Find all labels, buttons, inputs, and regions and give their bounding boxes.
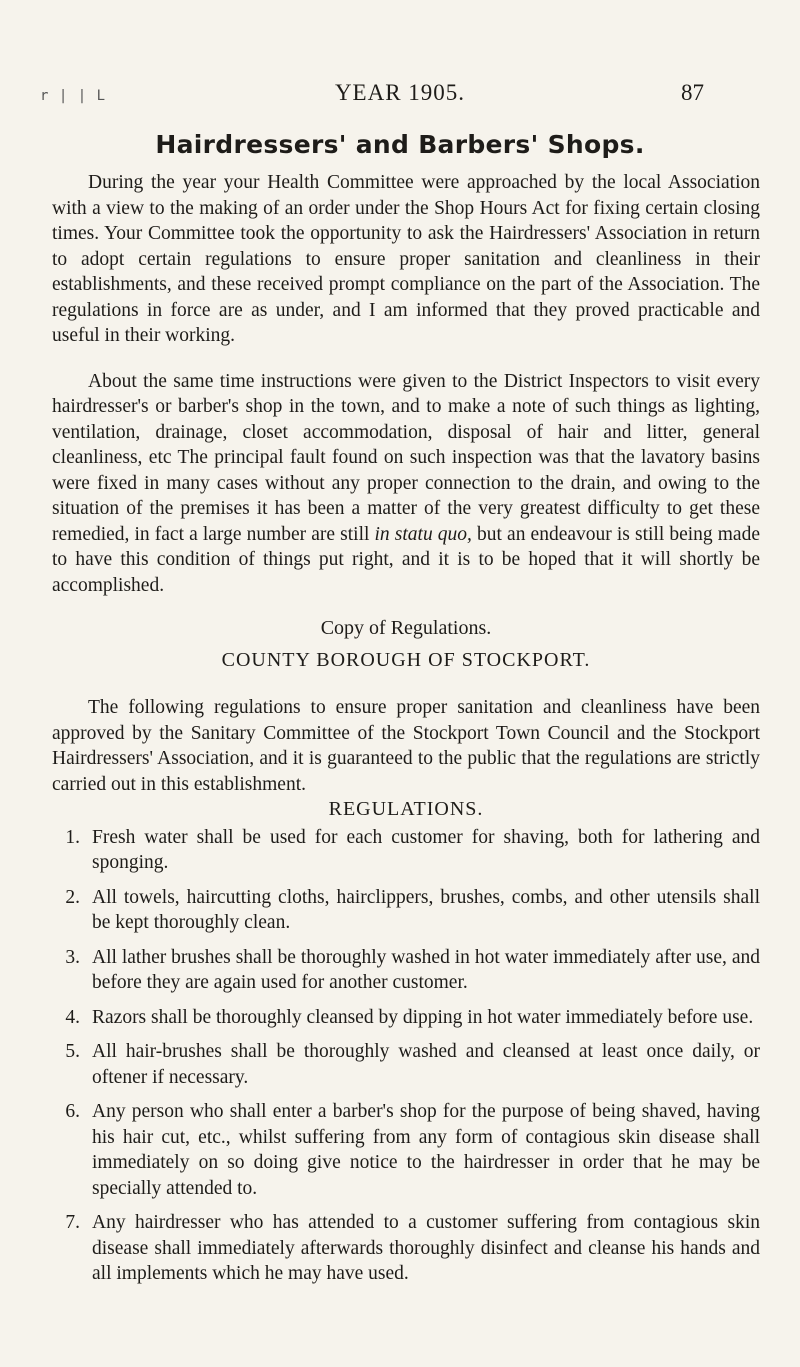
inspection-paragraph xyxy=(52,369,760,599)
county-borough-heading: COUNTY BOROUGH OF STOCKPORT. xyxy=(221,648,591,671)
section-title: Hairdressers' and Barbers' Shops. xyxy=(155,130,645,159)
regulation-text: All towels, haircutting cloths, hairclippers, brushes, combs, and other utensils shall be kept thoroughly clean. xyxy=(92,886,760,933)
regulation-number: 3. xyxy=(65,946,80,968)
regulation-item xyxy=(52,1210,760,1287)
inspection-text-italic: in statu quo, xyxy=(374,523,472,545)
regulation-number: 6. xyxy=(65,1101,80,1122)
regulation-item xyxy=(52,1039,760,1090)
regulation-text: Fresh water shall be used for each customer for shaving, both for lathering and sponging. xyxy=(92,826,760,873)
regulation-number: 7. xyxy=(65,1212,80,1233)
margin-marks: r | | L xyxy=(40,88,107,104)
regulation-item xyxy=(52,1099,760,1201)
page-number: 87 xyxy=(681,80,704,105)
copy-of-regulations-heading: Copy of Regulations. xyxy=(320,617,492,639)
regulation-text: All lather brushes shall be thoroughly washed in hot water immediately after use, and before they are again used for another customer. xyxy=(92,946,760,993)
regulation-item xyxy=(52,885,760,936)
inspection-text-before: About the same time instructions were given to the District Inspectors to visit every hairdresser's or barber's shop in the town, and to make a note of such things as lighting, ventilation, drainage, closet accommodation, disposal of hair and litter, general cleanliness, etc The principal fault found on such inspection was that the lavatory basins were fixed in many cases without any proper connection to the drain, and owing to the situation of the premises it has been a matter of the very greatest difficulty to get these remedied, in fact a large number are still xyxy=(52,370,760,545)
regulation-number: 1. xyxy=(65,826,80,848)
regulation-text: Any person who shall enter a barber's shop for the purpose of being shaved, having his hair cut, etc., whilst suffering from any form of contagious skin disease shall immediately on so doing give notice to the hairdresser in order that he may be specially attended to. xyxy=(92,1101,760,1199)
regulation-item xyxy=(52,825,760,876)
regulations-heading: REGULATIONS. xyxy=(328,798,484,820)
regulation-number: 4. xyxy=(65,1006,80,1028)
running-head-year: YEAR 1905. xyxy=(334,80,466,105)
regulations-preamble: The following regulations to ensure proper sanitation and cleanliness have been approved by the Sanitary Committee of the Stockport Town Council and the Stockport Hairdressers' Association, and it is guaranteed to the public that the regulations are strictly carried out in this establishment. xyxy=(52,697,760,795)
inspection-text-after: but an endeavour is still being made to have this condition of things put right, and it is to be hoped that it will shortly be accomplished. xyxy=(52,523,760,596)
regulation-text: Razors shall be thoroughly cleansed by dipping in hot water immediately before use. xyxy=(92,1006,754,1028)
regulation-number: 5. xyxy=(65,1041,80,1062)
page-header xyxy=(0,80,800,110)
regulation-text: Any hairdresser who has attended to a customer suffering from contagious skin disease shall immediately afterwards thoroughly disinfect and cleanse his hands and all implements which he may have used. xyxy=(92,1212,760,1284)
regulation-item xyxy=(52,1005,760,1031)
regulation-number: 2. xyxy=(65,886,80,908)
regulation-text: All hair-brushes shall be thoroughly washed and cleansed at least once daily, or oftener if necessary. xyxy=(92,1041,760,1088)
regulation-item xyxy=(52,945,760,996)
regulations-list xyxy=(52,825,760,1287)
report-body xyxy=(52,170,760,1296)
intro-paragraph: During the year your Health Committee were approached by the local Association with a view to the making of an order under the Shop Hours Act for fixing certain closing times. Your Committee took the opportunity to ask the Hairdressers' Association in return to adopt certain regulations to ensure proper sanitation and cleanliness in their establishments, and these received prompt compliance on the part of the Association. The regulations in force are as under, and I am informed that they proved practicable and useful in their working. xyxy=(52,172,760,346)
